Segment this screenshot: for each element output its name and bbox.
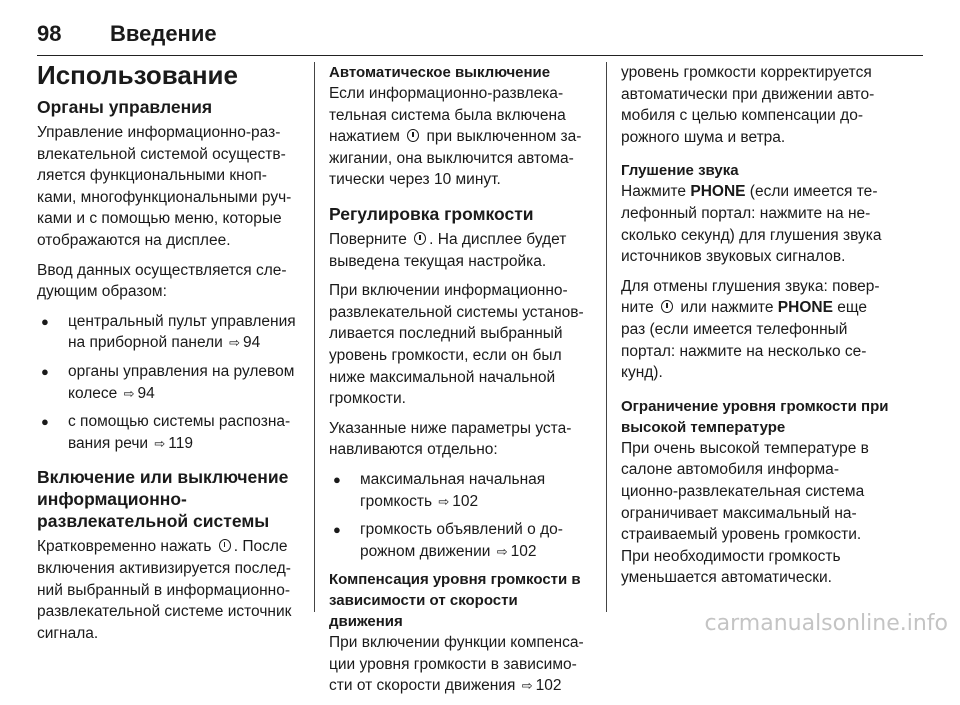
paragraph: Ввод данных осуществляется следующим образом: — [37, 261, 287, 301]
page-ref-link[interactable]: ⇨ 102 — [520, 677, 562, 694]
bullet-list — [329, 469, 591, 562]
subsection-title: Ограничение уровня громкости при высокой температуре — [621, 397, 889, 436]
page-ref-link[interactable]: ⇨ 94 — [122, 385, 155, 402]
subsection-title: Компенсация уровня громкости в зависимости от скорости движения — [329, 571, 581, 631]
chapter-title: Введение — [110, 21, 217, 46]
column-divider — [606, 62, 607, 612]
subsection-title: Включение или выключение информационно-развлекательной системы — [37, 467, 289, 532]
list-item: ● центральный пульт управления на приборной панели ⇨ 94 — [37, 311, 299, 354]
paragraph: При включении функции компенсации уровня громкости в зависимости от скорости движения ⇨ 102 — [329, 632, 591, 697]
column-3 — [621, 62, 889, 597]
header-divider — [37, 55, 923, 56]
paragraph: Для отмены глушения звука: поверните или нажмите PHONE еще раз (если имеется телефонный портал: нажмите на несколько секунд). — [621, 277, 880, 382]
page-ref-link[interactable]: ⇨ 102 — [436, 493, 478, 510]
paragraph: При очень высокой температуре в салоне автомобиля информационно-развлекательная система ограничивает максимальный настраиваемый уровень громкости. При необходимости громкость уменьшается автоматически. — [621, 439, 869, 587]
page-ref-link[interactable]: ⇨ 94 — [227, 334, 260, 351]
phone-button-label: PHONE — [777, 299, 833, 317]
list-item: ● с помощью системы распознавания речи ⇨ 119 — [37, 411, 299, 454]
subsection-title: Органы управления — [37, 97, 213, 117]
phone-button-label: PHONE — [690, 183, 746, 201]
power-knob-icon — [219, 539, 231, 552]
list-item: ● громкость объявлений о дорожном движении ⇨ 102 — [329, 519, 591, 562]
section-title: Использование — [37, 60, 238, 90]
page-ref-link[interactable]: ⇨ 119 — [152, 435, 193, 452]
watermark: carmanualsonline.info — [704, 611, 948, 636]
paragraph: Кратковременно нажать . После включения активизируется последний выбранный в информационно-развлекательной системе источник сигнала. — [37, 538, 292, 642]
subsection-title: Глушение звука — [621, 162, 739, 180]
column-divider — [314, 62, 315, 612]
paragraph: Поверните . На дисплее будет выведена текущая настройка. — [329, 230, 567, 270]
page-number: 98 — [37, 21, 62, 46]
column-2 — [329, 62, 591, 705]
page-ref-link[interactable]: ⇨ 102 — [495, 543, 537, 560]
bullet-list — [37, 311, 299, 455]
paragraph: Указанные ниже параметры устанавливаются отдельно: — [329, 419, 572, 459]
column-1 — [37, 60, 299, 652]
list-item: ● максимальная начальная громкость ⇨ 102 — [329, 469, 591, 512]
paragraph: Нажмите PHONE (если имеется телефонный портал: нажмите на несколько секунд) для глушения звука источников звуковых сигналов. — [621, 183, 882, 266]
page-header — [37, 21, 915, 51]
paragraph: уровень громкости корректируется автоматически при движении автомобиля с целью компенсации дорожного шума и ветра. — [621, 64, 875, 146]
power-knob-icon — [407, 129, 419, 142]
subsection-title: Регулировка громкости — [329, 203, 534, 224]
paragraph: Если информационно-развлекательная система была включена нажатием при выключенном зажигании, она выключится автоматически через 10 минут. — [329, 85, 582, 189]
paragraph: При включении информационно-развлекательной системы установливается последний выбранный уровень громкости, если он был ниже максимальной начальной громкости. — [329, 282, 584, 408]
list-item: ● органы управления на рулевом колесе ⇨ 94 — [37, 361, 299, 404]
paragraph: Управление информационно-развлекательной системой осуществляется функциональными кнопками, многофункциональными ручками и с помощью меню, которые отображаются на дисплее. — [37, 124, 292, 249]
volume-knob-icon — [661, 300, 673, 313]
subsection-title: Автоматическое выключение — [329, 64, 551, 81]
volume-knob-icon — [414, 232, 426, 245]
